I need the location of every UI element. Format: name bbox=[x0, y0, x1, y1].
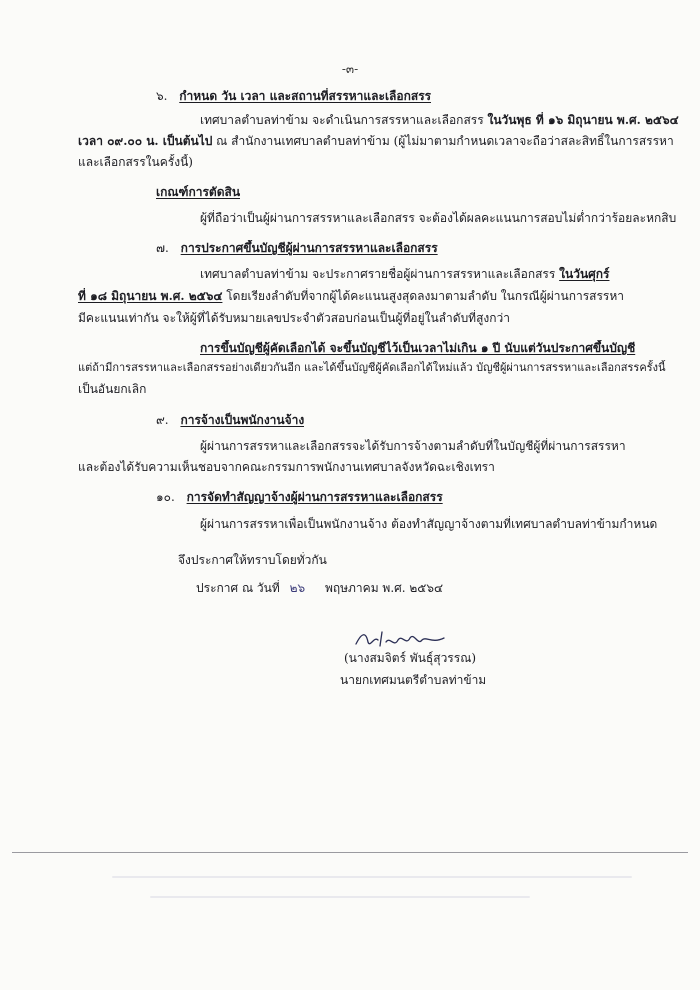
section-6-time: เวลา ๐๙.๐๐ น. เป็นต้นไป bbox=[78, 134, 213, 148]
section-10-heading bbox=[156, 489, 443, 505]
section-9-para-line-2: และต้องได้รับความเห็นชอบจากคณะกรรมการพนักงานเทศบาลจังหวัดฉะเชิงเทรา bbox=[78, 460, 495, 474]
bleed-through-trace bbox=[150, 896, 530, 898]
section-6-venue: ณ สำนักงานเทศบาลตำบลท่าข้าม (ผู้ไม่มาตามกำหนดเวลาจะถือว่าสละสิทธิ์ในการสรรหา bbox=[212, 134, 674, 148]
closing-announcement: จึงประกาศให้ทราบโดยทั่วกัน bbox=[178, 553, 327, 567]
page-number: -๓- bbox=[341, 62, 359, 76]
section-7-para-line-1 bbox=[200, 266, 688, 282]
criteria-para: ผู้ที่ถือว่าเป็นผู้ผ่านการสรรหาและเลือกสรร จะต้องได้ผลคะแนนการสอบไม่ต่ำกว่าร้อยละหกสิบ bbox=[200, 211, 677, 225]
section-7-text: เทศบาลตำบลท่าข้าม จะประกาศรายชื่อผู้ผ่านการสรรหาและเลือกสรร bbox=[200, 267, 560, 281]
section-7-day: ในวันศุกร์ bbox=[559, 267, 610, 281]
announcement-date bbox=[196, 580, 443, 596]
section-7-para-line-3: มีคะแนนเท่ากัน จะให้ผู้ที่ได้รับหมายเลขประจำตัวสอบก่อนเป็นผู้ที่อยู่ในลำดับที่สูงกว่า bbox=[78, 311, 511, 325]
section-6-date: ในวันพุธ ที่ ๑๖ มิถุนายน พ.ศ. ๒๕๖๔ bbox=[487, 113, 679, 127]
page-divider bbox=[12, 852, 688, 853]
section-7-order-text: โดยเรียงลำดับที่จากผู้ได้คะแนนสูงสุดลงมาตามลำดับ ในกรณีผู้ผ่านการสรรหา bbox=[222, 289, 625, 303]
section-9-heading bbox=[156, 412, 304, 428]
section-6-heading bbox=[156, 88, 431, 104]
section-7-para-line-6: เป็นอันยกเลิก bbox=[78, 382, 147, 396]
section-6-para-line-2 bbox=[78, 133, 688, 149]
section-7-number: ๗. bbox=[156, 241, 169, 255]
section-10-para: ผู้ผ่านการสรรหาเพื่อเป็นพนักงานจ้าง ต้องทำสัญญาจ้างตามที่เทศบาลตำบลท่าข้ามกำหนด bbox=[200, 517, 658, 531]
signatory-title: นายกเทศมนตรีตำบลท่าข้าม bbox=[340, 673, 487, 687]
signatory-name: (นางสมจิตร์ พันธุ์สุวรรณ) bbox=[344, 651, 477, 665]
section-7-date: ที่ ๑๘ มิถุนายน พ.ศ. ๒๕๖๔ bbox=[78, 289, 223, 303]
section-10-title: การจัดทำสัญญาจ้างผู้ผ่านการสรรหาและเลือกสรร bbox=[186, 490, 443, 504]
signature-scribble bbox=[352, 626, 452, 652]
section-9-para-line-1: ผู้ผ่านการสรรหาและเลือกสรรจะได้รับการจ้างตามลำดับที่ในบัญชีผู้ที่ผ่านการสรรหา bbox=[200, 439, 626, 453]
bleed-through-trace bbox=[112, 876, 632, 878]
section-9-title: การจ้างเป็นพนักงานจ้าง bbox=[180, 413, 305, 427]
section-7-list-validity: การขึ้นบัญชีผู้คัดเลือกได้ จะขึ้นบัญชีไว้เป็นเวลาไม่เกิน ๑ ปี นับแต่วันประกาศขึ้นบัญชี bbox=[200, 341, 636, 355]
section-6-number: ๖. bbox=[156, 89, 168, 103]
section-10-number: ๑๐. bbox=[156, 490, 175, 504]
section-9-number: ๙. bbox=[156, 413, 169, 427]
section-7-heading bbox=[156, 240, 438, 256]
section-6-text: เทศบาลตำบลท่าข้าม จะดำเนินการสรรหาและเลือกสรร bbox=[200, 113, 488, 127]
date-day: ๒๖ bbox=[289, 581, 306, 595]
section-6-title: กำหนด วัน เวลา และสถานที่สรรหาและเลือกสรร bbox=[179, 89, 432, 103]
section-6-para-line-3: และเลือกสรรในครั้งนี้) bbox=[78, 155, 193, 169]
criteria-heading: เกณฑ์การตัดสิน bbox=[156, 185, 241, 199]
section-7-para-line-5: แต่ถ้ามีการสรรหาและเลือกสรรอย่างเดียวกันอีก และได้ขึ้นบัญชีผู้คัดเลือกได้ใหม่แล้ว บัญชีผู้ผ่านการสรรหาและเลือกสรรครั้งนี้ bbox=[78, 361, 666, 374]
section-7-title: การประกาศขึ้นบัญชีผู้ผ่านการสรรหาและเลือกสรร bbox=[180, 241, 438, 255]
date-prefix: ประกาศ ณ วันที่ bbox=[196, 581, 280, 595]
date-month-year: พฤษภาคม พ.ศ. ๒๕๖๔ bbox=[324, 581, 444, 595]
section-7-para-line-2 bbox=[78, 288, 688, 304]
section-6-para-line-1 bbox=[200, 112, 688, 128]
